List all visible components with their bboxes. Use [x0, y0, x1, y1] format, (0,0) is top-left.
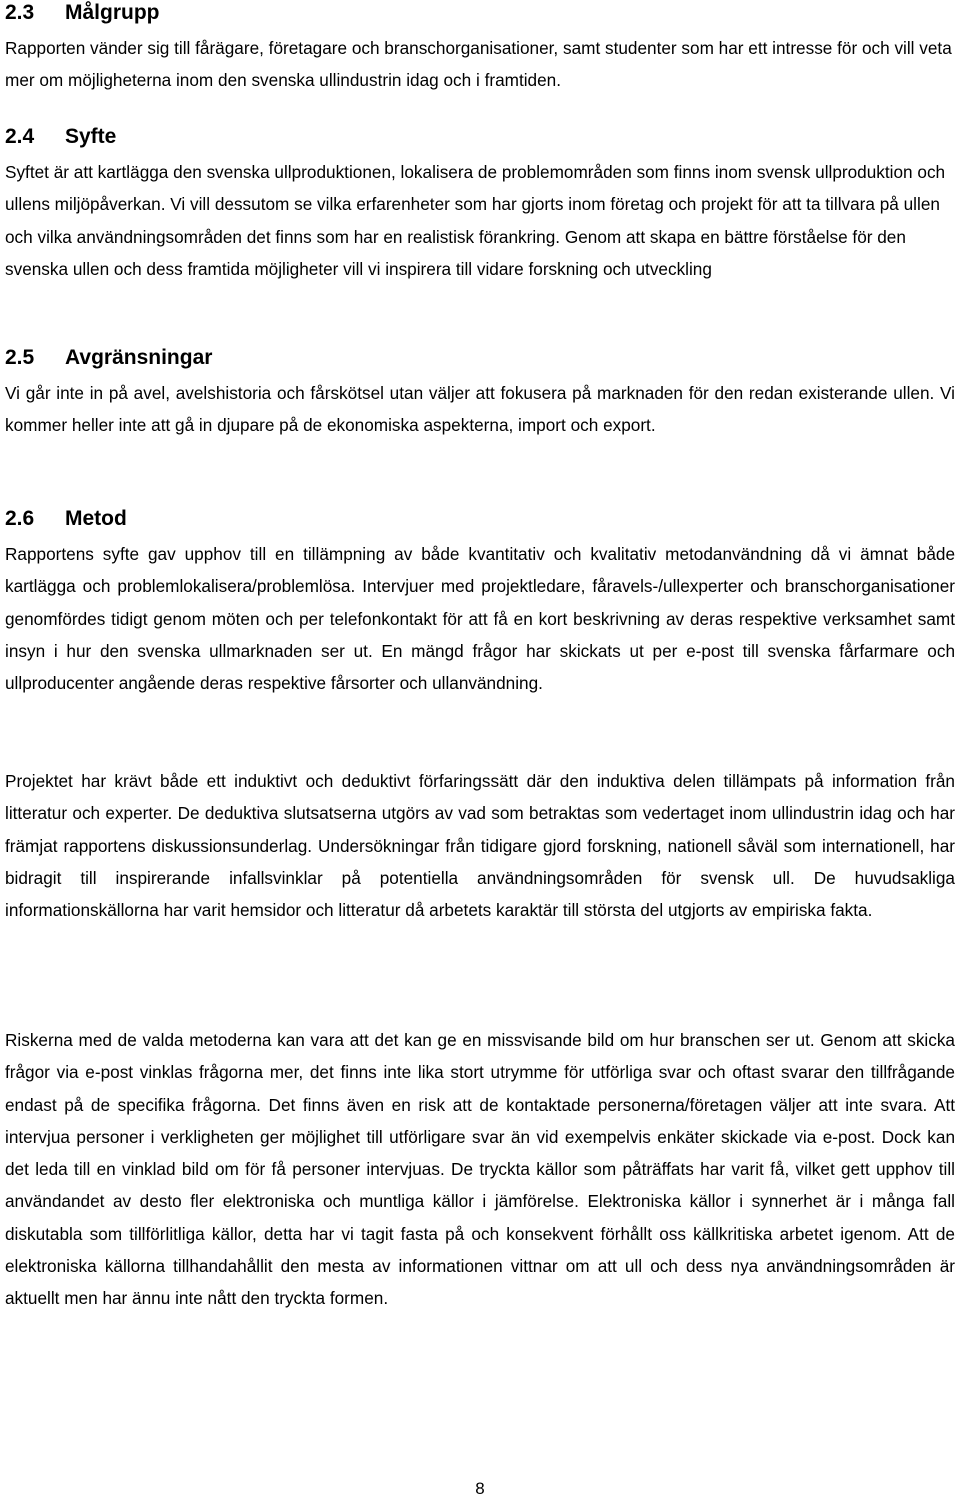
section-heading [5, 506, 955, 532]
section-title: Metod [65, 507, 127, 530]
section-title: Syfte [65, 125, 117, 148]
page-number: 8 [475, 1479, 485, 1498]
section-avgransningar [5, 345, 955, 442]
section-number: 2.3 [5, 1, 35, 24]
section-number: 2.6 [5, 507, 35, 530]
section-heading [5, 345, 955, 371]
section-title: Målgrupp [65, 1, 160, 24]
paragraph: Rapporten vänder sig till fårägare, företagare och branschorganisationer, samt studenter som har ett intresse för och vill veta mer om möjligheterna inom den svenska ullindustrin idag och i framtiden. [5, 38, 952, 91]
section-heading [5, 124, 955, 150]
section-number: 2.4 [5, 125, 35, 148]
section-metod [5, 506, 955, 699]
paragraph: Riskerna med de valda metoderna kan vara att det kan ge en missvisande bild om hur branschen ser ut. Genom att skicka frågor via e-post vinklas frågorna mer, det finns inte lika stort utrymme för utförliga svar och oftast svarar den tillfrågande endast på de specifika frågorna. Det finns även en risk att de kontaktade personerna/företagen väljer att inte svara. Att intervjua personer i verkligheten ger möjlighet till utförligare svar än vid exempelvis enkäter skickade via e-post. Dock kan det leda till en vinklad bild om för få personer intervjuas. De tryckta källor som påträffats har varit få, vilket gett upphov till användandet av desto fler elektroniska och muntliga källor i jämförelse. Elektroniska källor i synnerhet är i många fall diskutabla som tillförlitliga källor, detta har vi tagit fasta på och konsekvent förhållt oss källkritiska arbetet igenom. Att de elektroniska källorna tillhandahållit den mesta av informationen vittnar om att ull och dess nya användningsområden är aktuellt men har ännu inte nått den tryckta formen. [5, 1030, 955, 1309]
paragraph: Vi går inte in på avel, avelshistoria och fårskötsel utan väljer att fokusera på marknaden för den redan existerande ullen. Vi kommer heller inte att gå in djupare på de ekonomiska aspekterna, import och export. [5, 383, 955, 436]
section-malgrupp [5, 0, 955, 97]
section-syfte [5, 124, 955, 285]
section-title: Avgränsningar [65, 346, 213, 369]
paragraph: Projektet har krävt både ett induktivt och deduktivt förfaringssätt där den induktiva delen tillämpats på information från litteratur och experter. De deduktiva slutsatserna utgörs av vad som betraktas som vedertaget inom ullindustrin idag och har främjat rapportens diskussionsunderlag. Undersökningar från tidigare gjord forskning, nationell såväl som internationell, har bidragit till inspirerande infallsvinklar på potentiella användningsområden för svensk ull. De huvudsakliga informationskällorna har varit hemsidor och litteratur då arbetets karaktär till största del utgjorts av empiriska fakta. [5, 771, 955, 921]
section-number: 2.5 [5, 346, 35, 369]
paragraph: Syftet är att kartlägga den svenska ullproduktionen, lokalisera de problemområden som finns inom svensk ullproduktion och ullens miljöpåverkan. Vi vill dessutom se vilka erfarenheter som har gjorts inom företag och projekt för att ta tillvara på ullen och vilka användningsområden det finns som har en realistisk förankring. Genom att skapa en bättre förståelse för den svenska ullen och dess framtida möjligheter vill vi inspirera till vidare forskning och utveckling [5, 162, 946, 279]
section-heading [5, 0, 955, 26]
paragraph: Rapportens syfte gav upphov till en tillämpning av både kvantitativ och kvalitativ metodanvändning då vi ämnat både kartlägga och problemlokalisera/problemlösa. Intervjuer med projektledare, fåravels-/ullexperter och branschorganisationer genomfördes tidigt genom möten och per telefonkontakt för att få en kort beskrivning av deras respektive verksamhet samt insyn i hur den svenska ullmarknaden ser ut. En mängd frågor har skickats ut per e-post till svenska fårfarmare och ullproducenter angående deras respektive fårsorter och ullanvändning. [5, 544, 955, 694]
